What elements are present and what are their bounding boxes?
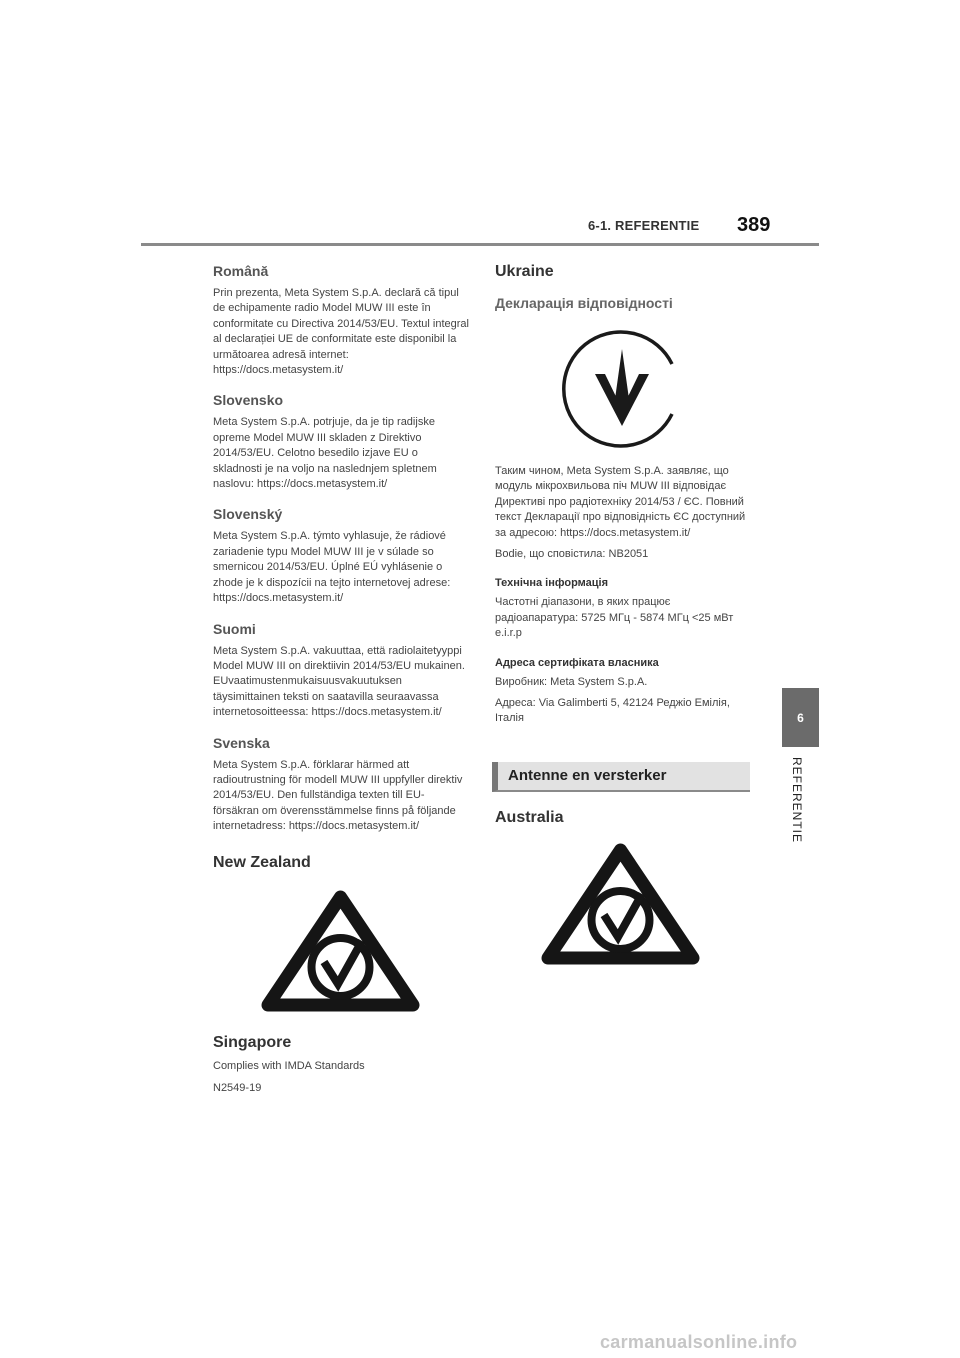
- tech-info-heading: Технічна інформація: [495, 577, 608, 590]
- section-heading: Suomi: [213, 620, 256, 637]
- address-line: Адреса: Via Galimberti 5, 42124 Реджіо Емілія, Італія: [495, 697, 730, 725]
- watermark-text: carmanualsonline.info: [600, 1332, 798, 1352]
- singapore-line1: Complies with IMDA Standards: [213, 1059, 365, 1072]
- section-singapore: [213, 1033, 469, 1097]
- ukraine-declaration-text: Таким чином, Meta System S.p.A. заявляє, що модуль мікрохвильова піч MUW III відповідає Директиві про радіотехніку 2014/53 / ЄС. Повний текст Декларації про відповідність ЄС доступний за адресою: https://docs.metasystem.it/: [495, 465, 746, 539]
- right-column: [495, 262, 751, 727]
- section-heading: Română: [213, 263, 269, 279]
- section-slovensko: [213, 391, 469, 492]
- section-slovensky: [213, 505, 469, 606]
- chapter-tab: [782, 688, 819, 747]
- new-zealand-heading: New Zealand: [213, 853, 311, 871]
- chapter-label: REFERENTIE: [790, 757, 804, 844]
- section-text: Meta System S.p.A. förklarar härmed att radioutrustning för modell MUW III uppfyller direktiv 2014/53/EU. Den fullständiga texten till EU-försäkran om överensstämmelse finns på följande internetadress: https://docs.metasystem.it/: [213, 758, 463, 833]
- australia-heading: Australia: [495, 809, 564, 826]
- ukrainian-conformity-mark-icon: [557, 324, 687, 454]
- section-australia: [495, 808, 751, 968]
- section-text: Prin prezenta, Meta System S.p.A. declară că tipul de echipamente radio Model MUW III este în conformitate cu Directiva 2014/53/EU. Textul integral al declarației UE de conformitate este disponibil la următoarea adresă internet: https://docs.metasystem.it/: [213, 287, 469, 377]
- singapore-heading: Singapore: [213, 1033, 292, 1051]
- page-number: 389: [737, 214, 771, 236]
- section-heading: Slovenský: [213, 506, 283, 523]
- running-header-section: 6-1. REFERENTIE: [588, 218, 700, 233]
- antenna-section-banner: [492, 762, 750, 792]
- section-text: Meta System S.p.A. potrjuje, da je tip radijske opreme Model MUW III skladen z Direktivo 2014/53/EU. Celotno besedilo izjave EU o skladnosti je na voljo na naslednjem spletnem naslovu: https://docs.metasystem.it/: [213, 416, 437, 491]
- section-new-zealand: [213, 853, 469, 1015]
- ukraine-notified-body: Bodie, що сповістила: NB2051: [495, 548, 649, 561]
- section-text: Meta System S.p.A. týmto vyhlasuje, že rádiové zariadenie typu Model MUW III je v súlade so smernicou 2014/53/EU. Úplné EÚ vyhlásenie o zhode je k dispozícii na tejto internetovej adrese: https://docs.metasystem.it/: [213, 530, 451, 605]
- tech-info-text: Частотні діапазони, в яких працює радіоапаратура: 5725 МГц - 5874 МГц <25 мВт e.i.r.p: [495, 596, 734, 640]
- section-heading: Svenska: [213, 734, 270, 751]
- rcm-compliance-mark-icon: [258, 887, 423, 1015]
- header-divider: [141, 243, 819, 246]
- ukraine-subheading: Декларація відповідності: [495, 295, 673, 311]
- left-column: [213, 262, 469, 1096]
- singapore-line2: N2549-19: [213, 1081, 262, 1094]
- section-text: Meta System S.p.A. vakuuttaa, että radiolaitetyyppi Model MUW III on direktiivin 2014/53/EU mukainen. EUvaatimustenmukaisuusvakuutuksen täysimittainen teksti on saatavilla seuraavassa internetosoitteessa: https://docs.metasystem.it/: [213, 644, 465, 719]
- section-svenska: [213, 734, 469, 835]
- manufacturer-line: Виробник: Meta System S.p.A.: [495, 675, 648, 688]
- ukraine-heading: Ukraine: [495, 263, 554, 280]
- rcm-compliance-mark-icon: [538, 840, 703, 968]
- section-romana: [213, 262, 469, 378]
- antenna-banner-title: Antenne en versterker: [508, 767, 667, 784]
- section-heading: Slovensko: [213, 392, 284, 409]
- section-suomi: [213, 620, 469, 721]
- chapter-number: 6: [797, 710, 804, 725]
- certificate-heading: Адреса сертифіката власника: [495, 656, 659, 669]
